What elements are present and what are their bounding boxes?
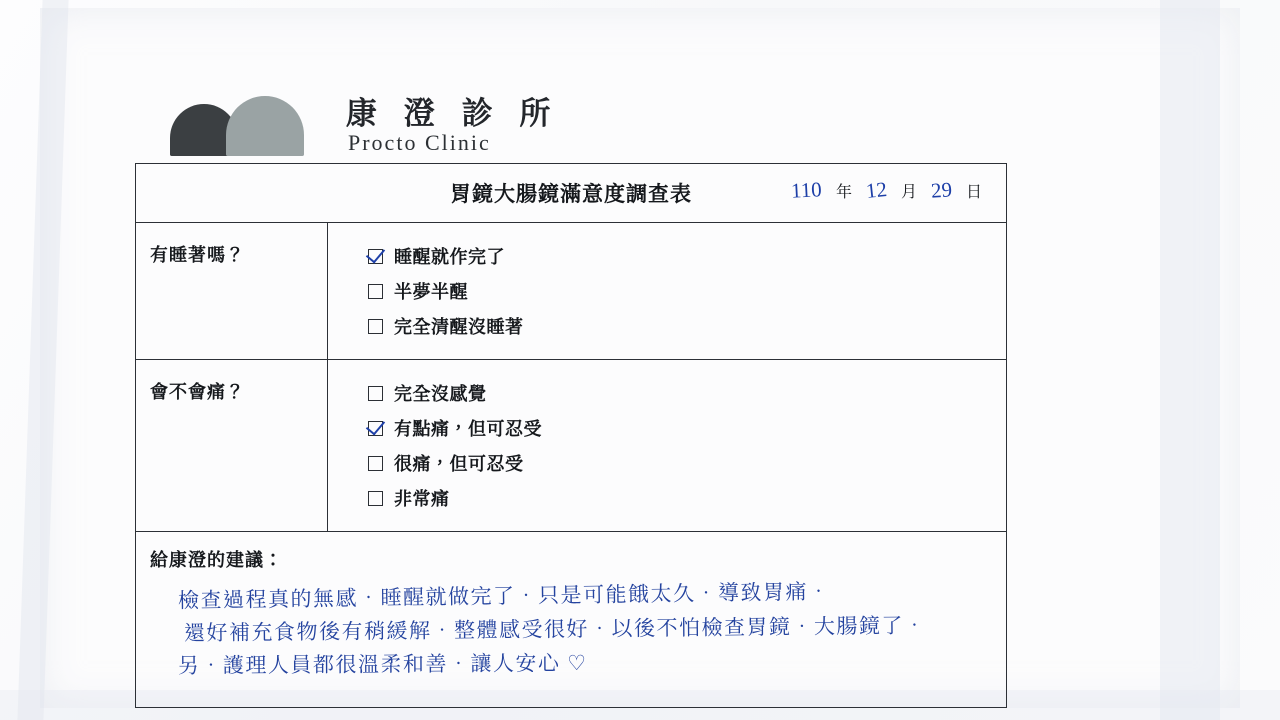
option-label: 很痛，但可忍受 bbox=[394, 454, 524, 475]
checkbox-icon[interactable] bbox=[368, 386, 383, 401]
comment-handwriting bbox=[150, 578, 990, 680]
option-pain-3[interactable] bbox=[368, 447, 1006, 479]
comment-line-1: 檢查過程真的無感．睡醒就做完了．只是可能餓太久．導致胃痛． bbox=[177, 579, 831, 613]
clinic-name-zh: 康 澄 診 所 bbox=[346, 96, 559, 132]
question-label-sleep: 有睡著嗎？ bbox=[136, 223, 328, 359]
date-year-unit: 年 bbox=[835, 182, 852, 201]
question-row-pain bbox=[136, 360, 1006, 532]
logo-dome-light bbox=[226, 96, 304, 156]
date-month-value: 12 bbox=[864, 176, 889, 204]
date-month-unit: 月 bbox=[900, 182, 917, 201]
comment-line-3: 另．護理人員都很溫柔和善．讓人安心 ♡ bbox=[177, 651, 588, 678]
date-field bbox=[787, 178, 988, 203]
comment-label: 給康澄的建議： bbox=[150, 550, 283, 571]
option-label: 半夢半醒 bbox=[394, 282, 468, 303]
question-row-sleep bbox=[136, 223, 1006, 360]
form-title-row bbox=[136, 164, 1006, 223]
checkbox-icon[interactable] bbox=[368, 456, 383, 471]
answer-group-sleep bbox=[328, 223, 1006, 359]
form-title: 胃鏡大腸鏡滿意度調查表 bbox=[450, 182, 692, 206]
option-pain-4[interactable] bbox=[368, 482, 1006, 514]
option-label: 非常痛 bbox=[394, 489, 450, 510]
option-sleep-2[interactable] bbox=[368, 275, 1006, 307]
checkbox-icon[interactable] bbox=[368, 319, 383, 334]
option-label: 完全沒感覺 bbox=[394, 384, 487, 405]
answer-group-pain bbox=[328, 360, 1006, 531]
checkbox-checked-icon[interactable] bbox=[368, 249, 383, 264]
option-sleep-3[interactable] bbox=[368, 310, 1006, 342]
clinic-name-en: Procto Clinic bbox=[348, 130, 491, 155]
date-day-unit: 日 bbox=[965, 182, 982, 201]
comment-line-2: 還好補充食物後有稍緩解．整體感受很好．以後不怕檢查胃鏡．大腸鏡了． bbox=[183, 613, 927, 646]
option-sleep-1[interactable] bbox=[368, 240, 1006, 272]
survey-form bbox=[135, 163, 1007, 708]
option-label: 完全清醒沒睡著 bbox=[394, 317, 524, 338]
date-day-value: 29 bbox=[930, 177, 953, 203]
clinic-header bbox=[170, 88, 690, 158]
checkbox-icon[interactable] bbox=[368, 284, 383, 299]
option-pain-2[interactable] bbox=[368, 412, 1006, 444]
comment-section bbox=[136, 532, 1006, 707]
date-year-value: 110 bbox=[790, 177, 823, 203]
option-pain-1[interactable] bbox=[368, 377, 1006, 409]
option-label: 睡醒就作完了 bbox=[394, 247, 505, 268]
checkbox-checked-icon[interactable] bbox=[368, 421, 383, 436]
double-dome-logo-icon bbox=[170, 96, 310, 156]
checkbox-icon[interactable] bbox=[368, 491, 383, 506]
question-label-pain: 會不會痛？ bbox=[136, 360, 328, 531]
option-label: 有點痛，但可忍受 bbox=[394, 419, 542, 440]
